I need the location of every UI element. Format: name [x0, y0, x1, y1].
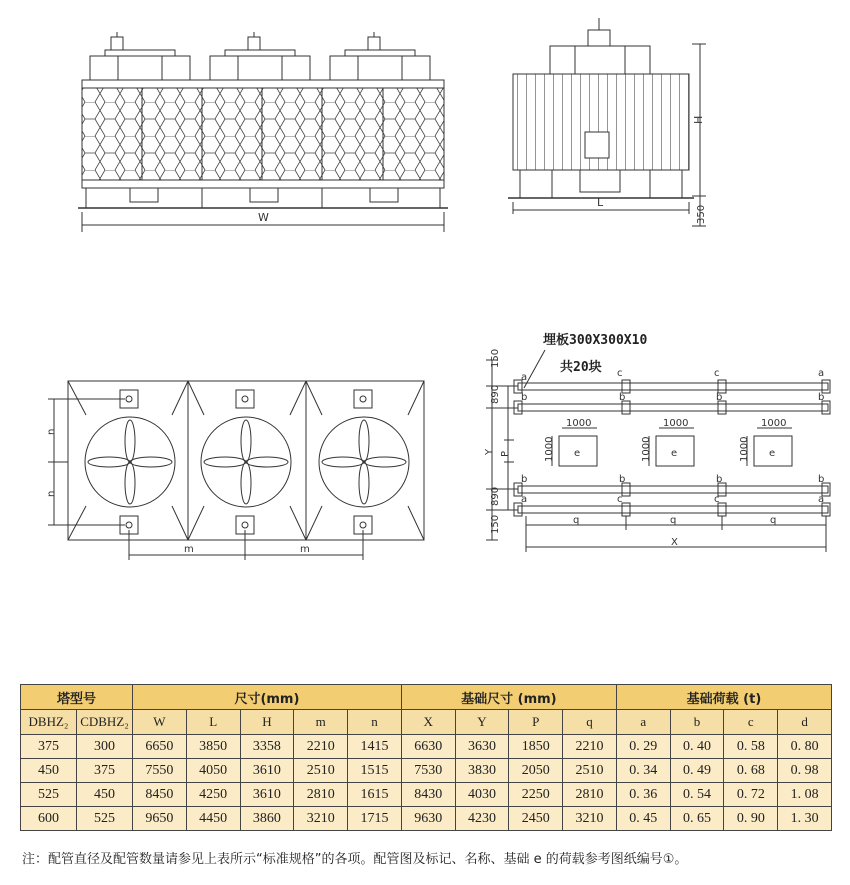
col-header: L: [186, 710, 240, 735]
cell: 375: [21, 735, 77, 759]
front-elevation: [78, 32, 448, 232]
cell: 4230: [455, 807, 509, 831]
cell: 9650: [133, 807, 187, 831]
table-column-header-row: [21, 710, 832, 735]
col-header: n: [348, 710, 402, 735]
cell: 0. 80: [778, 735, 832, 759]
col-header: b: [670, 710, 724, 735]
col-header: X: [401, 710, 455, 735]
dim-890-top: 890: [490, 384, 501, 404]
col-header: q: [563, 710, 617, 735]
cell: 1715: [348, 807, 402, 831]
dim-150-top: 150: [490, 348, 501, 368]
fan-motor-2: [210, 32, 310, 80]
cell: 0. 40: [670, 735, 724, 759]
group-header-foundation-size: 基础尺寸 (mm): [401, 685, 616, 710]
cell: 525: [21, 783, 77, 807]
mark-c-1: c: [617, 368, 623, 379]
cell: 3630: [455, 735, 509, 759]
cell: 2210: [294, 735, 348, 759]
mark-b-5: b: [521, 474, 528, 485]
cell: 450: [21, 759, 77, 783]
dim-m-left: m: [184, 544, 194, 555]
col-header: CDBHZ₂: [77, 710, 133, 735]
cell: 3830: [455, 759, 509, 783]
cell: 8430: [401, 783, 455, 807]
dim-350: 350: [696, 204, 707, 224]
col-header: c: [724, 710, 778, 735]
cell: 8450: [133, 783, 187, 807]
cell: 3610: [240, 759, 294, 783]
cell: 3860: [240, 807, 294, 831]
cell: 0. 58: [724, 735, 778, 759]
cell: 2050: [509, 759, 563, 783]
mark-b-8: b: [818, 474, 825, 485]
dim-1000-v-2: 1000: [641, 436, 652, 462]
dim-Y: Y: [484, 448, 495, 455]
dim-1000-v-1: 1000: [544, 436, 555, 462]
dim-150-bottom: 150: [490, 514, 501, 534]
cell: 9630: [401, 807, 455, 831]
cell: 1850: [509, 735, 563, 759]
cell: 0. 36: [616, 783, 670, 807]
cell: 0. 65: [670, 807, 724, 831]
cell: 2510: [294, 759, 348, 783]
cell: 0. 98: [778, 759, 832, 783]
pad-e-2: e: [671, 448, 678, 459]
cell: 0. 90: [724, 807, 778, 831]
cell: 3210: [563, 807, 617, 831]
cell: 0. 29: [616, 735, 670, 759]
dim-W: W: [258, 211, 269, 224]
dim-1000-h-1: 1000: [566, 418, 592, 429]
mark-b-6: b: [619, 474, 626, 485]
cell: 4030: [455, 783, 509, 807]
mark-c-3: c: [617, 494, 623, 505]
cell: 1. 30: [778, 807, 832, 831]
table-group-header-row: [21, 685, 832, 710]
cell: 4050: [186, 759, 240, 783]
dim-H: H: [692, 115, 705, 124]
mark-c-4: c: [714, 494, 720, 505]
cell: 1615: [348, 783, 402, 807]
cell: 0. 49: [670, 759, 724, 783]
col-header: W: [133, 710, 187, 735]
cell: 0. 54: [670, 783, 724, 807]
dim-1000-h-3: 1000: [761, 418, 787, 429]
cell: 2250: [509, 783, 563, 807]
cell: 1. 08: [778, 783, 832, 807]
fan-motor-1: [90, 32, 190, 80]
cell: 2210: [563, 735, 617, 759]
mark-b-1: b: [521, 392, 528, 403]
cell: 450: [77, 783, 133, 807]
plate-spec-label: 埋板300X300X10: [543, 333, 648, 348]
dim-q-1: q: [573, 515, 580, 526]
mark-b-3: b: [716, 392, 723, 403]
table-row: [21, 735, 832, 759]
dim-X: X: [671, 537, 678, 548]
cell: 0. 34: [616, 759, 670, 783]
col-header: P: [509, 710, 563, 735]
cell: 3358: [240, 735, 294, 759]
table-row: [21, 783, 832, 807]
mark-b-2: b: [619, 392, 626, 403]
cell: 3210: [294, 807, 348, 831]
col-header: Y: [455, 710, 509, 735]
table-row: [21, 759, 832, 783]
cell: 3610: [240, 783, 294, 807]
dim-n-bottom: n: [46, 490, 57, 497]
group-header-model: 塔型号: [21, 685, 133, 710]
mark-a-4: a: [818, 494, 825, 505]
fan-motor-3: [330, 32, 430, 80]
dim-m-right: m: [300, 544, 310, 555]
cell: 2810: [563, 783, 617, 807]
col-header: DBHZ₂: [21, 710, 77, 735]
group-header-dimensions: 尺寸(mm): [133, 685, 402, 710]
footnote: 注：配管直径及配管数量请参见上表所示“标准规格”的各项。配管图及标记、名称、基础 e 的荷载参考图纸编号①。: [22, 852, 688, 867]
dim-P: P: [500, 450, 511, 457]
mark-a-3: a: [521, 494, 528, 505]
col-header: d: [778, 710, 832, 735]
cell: 0. 45: [616, 807, 670, 831]
cell: 1415: [348, 735, 402, 759]
dim-n-top: n: [46, 428, 57, 435]
mark-b-4: b: [818, 392, 825, 403]
cell: 6630: [401, 735, 455, 759]
cell: 300: [77, 735, 133, 759]
foundation-plan: [486, 350, 830, 552]
cell: 600: [21, 807, 77, 831]
cell: 7530: [401, 759, 455, 783]
mark-c-2: c: [714, 368, 720, 379]
dim-q-3: q: [770, 515, 777, 526]
col-header: a: [616, 710, 670, 735]
col-header: m: [294, 710, 348, 735]
pad-e-1: e: [574, 448, 581, 459]
table-row: [21, 807, 832, 831]
dim-890-bottom: 890: [490, 486, 501, 506]
cell: 7550: [133, 759, 187, 783]
dim-1000-v-3: 1000: [739, 436, 750, 462]
cell: 375: [77, 759, 133, 783]
dim-L: L: [597, 196, 604, 209]
spec-table: [20, 684, 832, 831]
mark-a-1: a: [521, 372, 528, 383]
group-header-foundation-load: 基础荷载 (t): [616, 685, 831, 710]
dim-q-2: q: [670, 515, 677, 526]
cell: 4450: [186, 807, 240, 831]
side-elevation: [508, 18, 706, 226]
cell: 6650: [133, 735, 187, 759]
mark-b-7: b: [716, 474, 723, 485]
cell: 2450: [509, 807, 563, 831]
cell: 1515: [348, 759, 402, 783]
cell: 0. 72: [724, 783, 778, 807]
cell: 0. 68: [724, 759, 778, 783]
col-header: H: [240, 710, 294, 735]
plate-count-label: 共20块: [560, 360, 602, 375]
pad-e-3: e: [769, 448, 776, 459]
cell: 4250: [186, 783, 240, 807]
plan-view: [48, 381, 424, 560]
dim-1000-h-2: 1000: [663, 418, 689, 429]
cell: 3850: [186, 735, 240, 759]
mark-a-2: a: [818, 368, 825, 379]
cell: 2810: [294, 783, 348, 807]
cell: 525: [77, 807, 133, 831]
cell: 2510: [563, 759, 617, 783]
